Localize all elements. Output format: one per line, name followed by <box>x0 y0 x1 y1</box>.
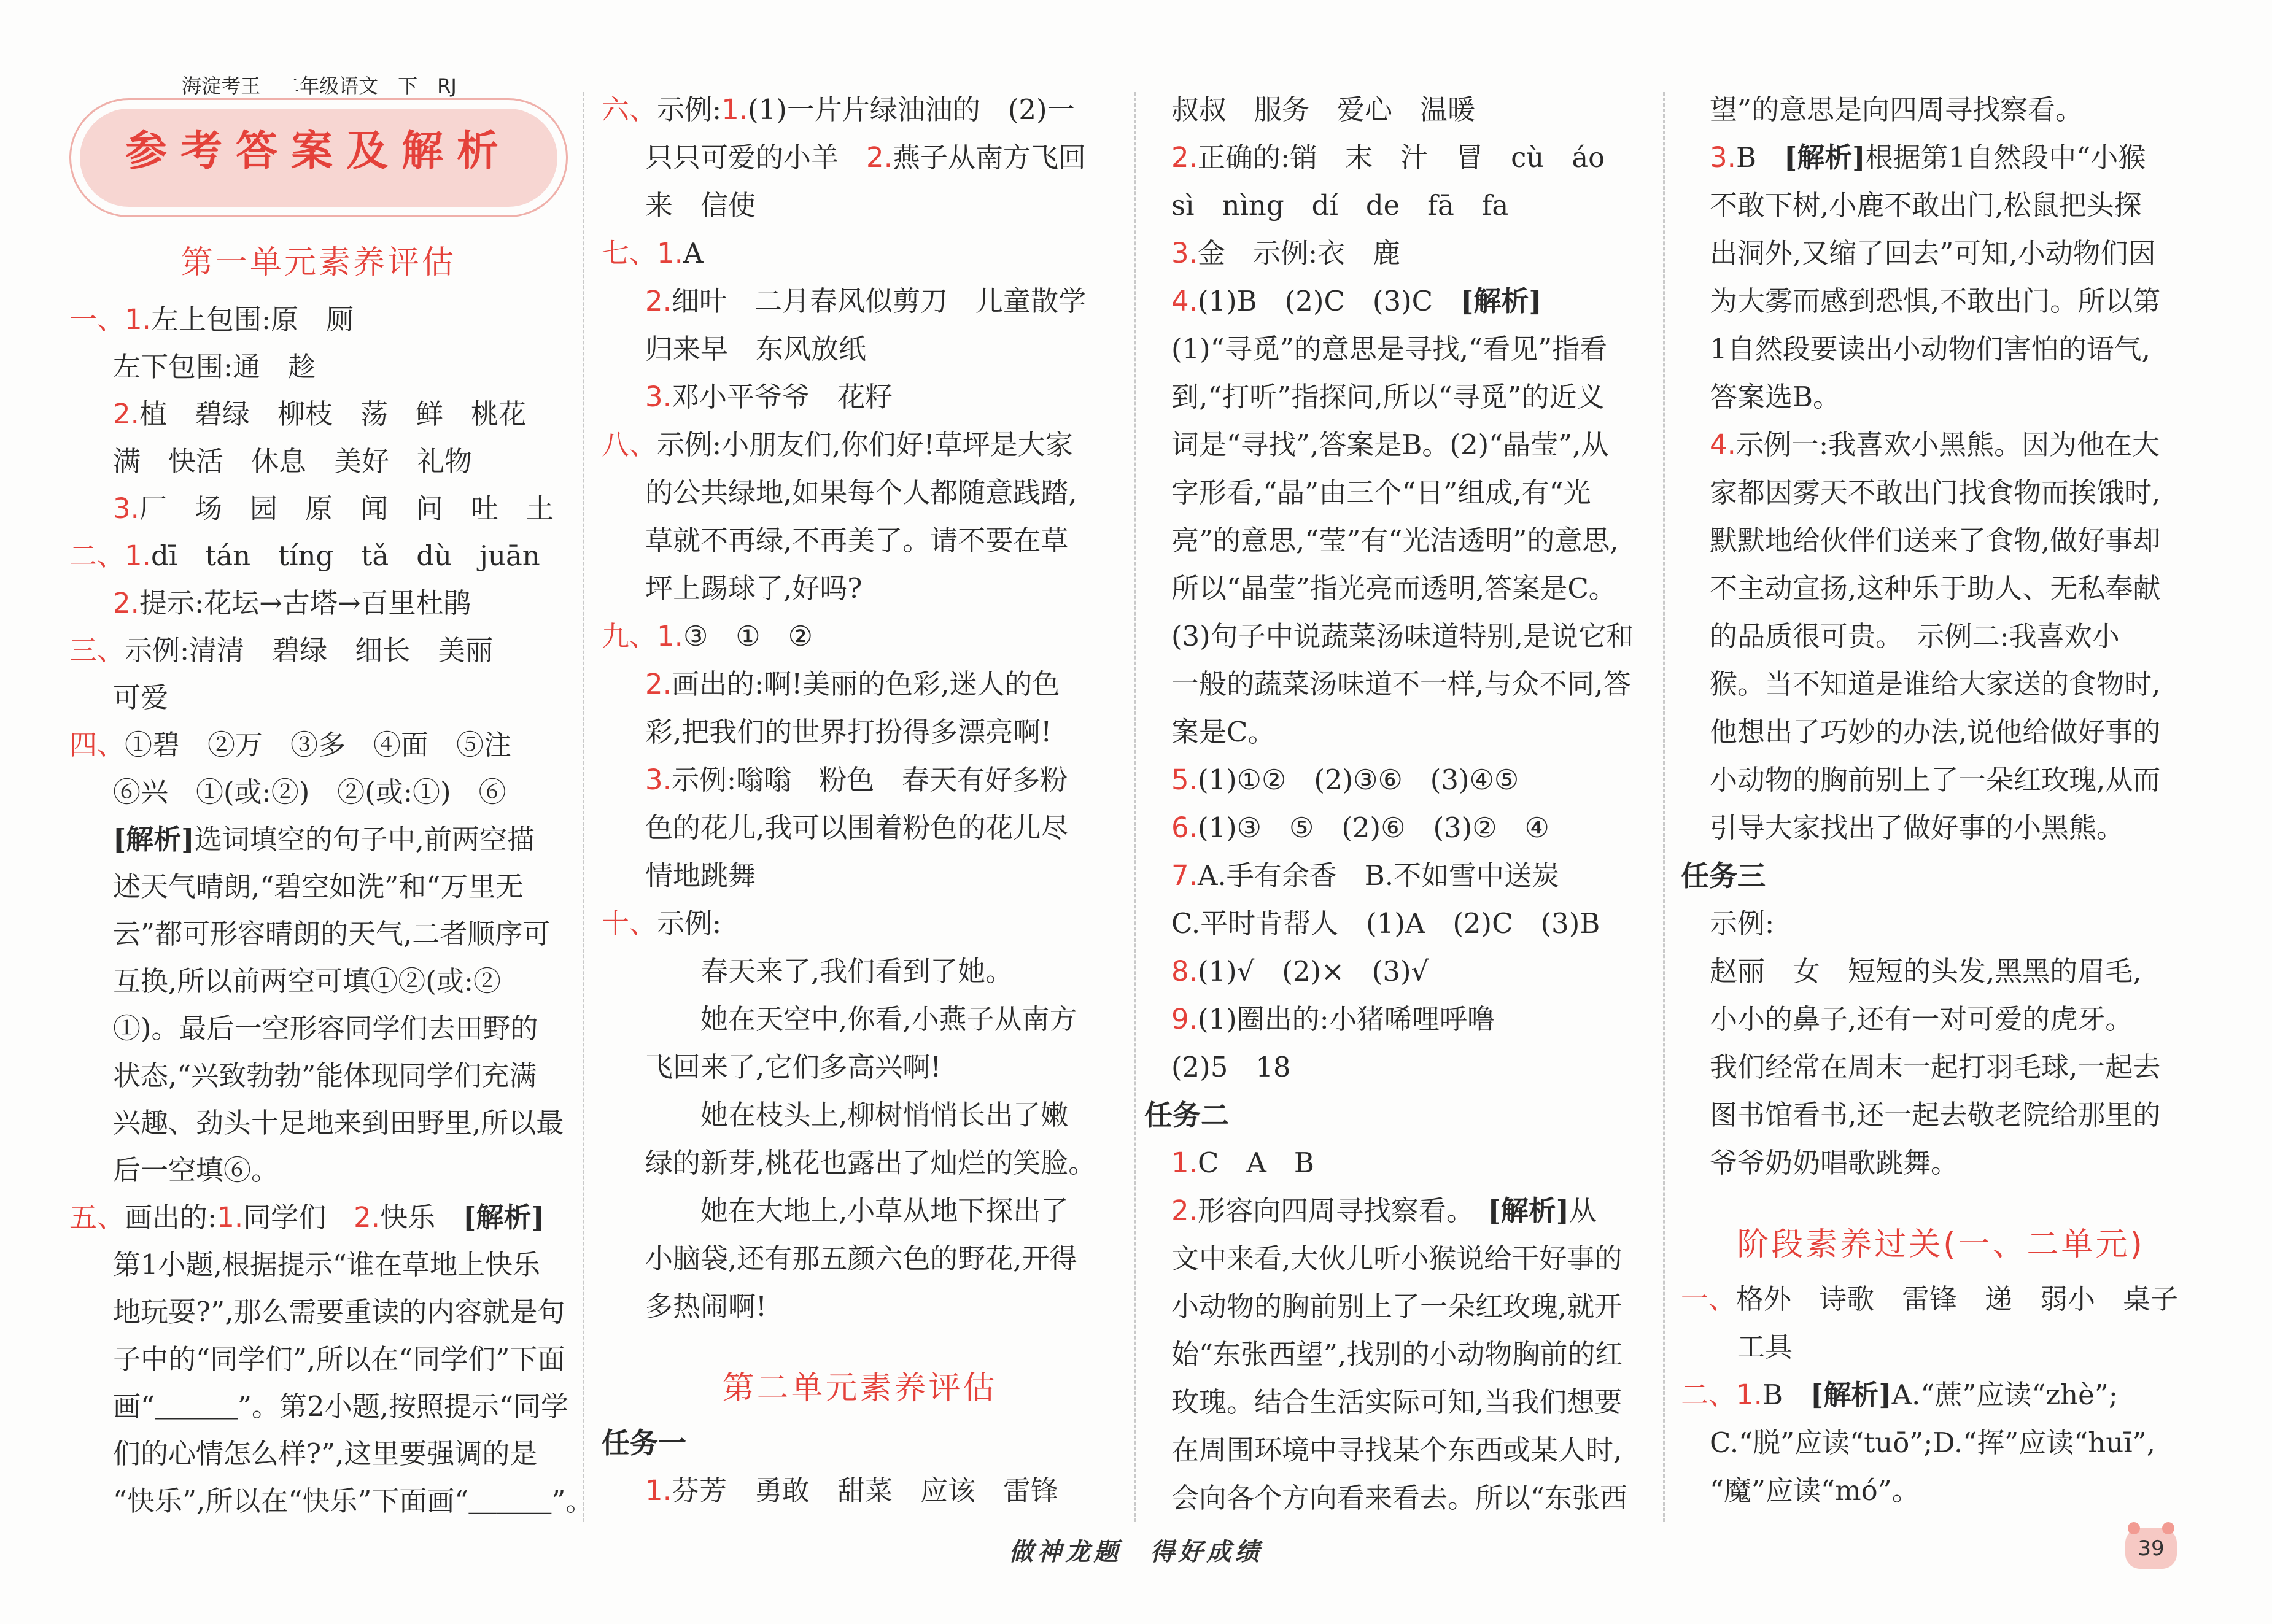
answer-line <box>1710 230 2201 277</box>
answer-text: 会向各个方向看来看去。所以“东张西 <box>1171 1482 1628 1514</box>
answer-text: “快乐”,所以在“快乐”下面画“＿＿＿”。 <box>113 1485 594 1517</box>
item-number: 2. <box>113 587 139 619</box>
answer-line <box>1710 1419 2201 1467</box>
answer-line <box>1710 182 2201 230</box>
analysis-tag: [解析] <box>1460 285 1542 317</box>
answer-line <box>645 1139 1118 1187</box>
answer-line <box>1681 1371 2201 1419</box>
answer-text: 图书馆看书,还一起去敬老院给那里的 <box>1710 1099 2161 1131</box>
answer-text: 云”都可形容晴朗的天气,二者顺序可 <box>113 918 551 950</box>
answer-line <box>602 421 1118 469</box>
item-number: 1. <box>1736 1378 1762 1411</box>
answer-line <box>645 565 1118 613</box>
answer-text: 引导大家找出了做好事的小黑熊。 <box>1710 811 2125 844</box>
item-number: 三、 <box>69 634 125 667</box>
answer-line <box>69 627 622 674</box>
item-number: 一、 <box>69 303 125 336</box>
item-number: 1. <box>217 1201 244 1234</box>
item-number: 3. <box>1710 141 1736 174</box>
item-number: 2. <box>354 1201 381 1234</box>
analysis-tag: [解析] <box>1487 1194 1570 1227</box>
answer-line <box>113 1005 622 1052</box>
item-number: 2. <box>866 141 893 174</box>
answer-line <box>645 469 1118 517</box>
answer-text: 状态,“兴致勃勃”能体现同学们充满 <box>113 1059 537 1092</box>
answer-line <box>1710 421 2201 469</box>
answer-text: 形容向四周寻找察看。 <box>1197 1194 1488 1227</box>
answer-line <box>113 1477 622 1525</box>
answer-text: 他想出了巧妙的办法,说他给做好事的 <box>1710 716 2161 748</box>
answer-text: 猴。当不知道是谁给大家送的食物时, <box>1710 668 2161 700</box>
answer-line <box>113 674 622 721</box>
answer-text: A.手有余香 B.不如雪中送炭 <box>1197 859 1560 892</box>
answer-line <box>1171 1187 1662 1235</box>
item-number: 1. <box>645 1474 672 1507</box>
answer-line <box>69 532 622 579</box>
answer-line <box>1710 1139 2201 1187</box>
answer-text: 始“东张西望”,找别的小动物胸前的红 <box>1171 1338 1623 1371</box>
item-number: 9. <box>1171 1003 1198 1035</box>
answer-line <box>602 230 1118 277</box>
answer-text: 叔叔 服务 爱心 温暖 <box>1171 93 1476 126</box>
answer-text: 根据第1自然段中“小猴 <box>1865 141 2146 174</box>
item-number: 5. <box>1171 764 1198 796</box>
answer-line <box>645 1235 1118 1283</box>
answer-line <box>1710 134 2201 182</box>
answer-text: (1)圈出的:小猪唏哩呼噜 <box>1197 1003 1495 1035</box>
item-number: 二、 <box>1681 1378 1737 1411</box>
answer-text: 画“＿＿＿”。第2小题,按照提示“同学 <box>113 1390 568 1423</box>
answer-line <box>602 86 1118 134</box>
answer-text: 亮”的意思,“莹”有“光洁透明”的意思, <box>1171 524 1619 557</box>
item-number: 五、 <box>69 1201 125 1234</box>
answer-text: (3)句子中说蔬菜汤味道特别,是说它和 <box>1171 620 1634 652</box>
task-heading: 任务一 <box>602 1426 686 1460</box>
answer-text: ⑥兴 ①(或:②) ②(或:①) ⑥ <box>113 776 506 808</box>
answer-line <box>1710 565 2201 613</box>
answer-line <box>113 1383 622 1430</box>
answer-text: 一般的蔬菜汤味道不一样,与众不同,答 <box>1171 668 1631 700</box>
answer-line <box>1171 1378 1662 1426</box>
answer-line <box>645 1187 1118 1235</box>
answer-text: 望”的意思是向四周寻找察看。 <box>1710 93 2084 126</box>
item-number: 2. <box>645 668 672 700</box>
answer-text: 互换,所以前两空可填①②(或:② <box>113 965 502 997</box>
answer-line <box>1171 660 1662 708</box>
answer-text: 燕子从南方飞回 <box>892 141 1086 174</box>
item-number: 4. <box>1710 428 1736 461</box>
item-number: 3. <box>645 764 672 796</box>
page-number: 39 <box>2125 1528 2177 1569</box>
answer-line <box>1171 469 1662 517</box>
answer-line <box>113 816 622 863</box>
answer-text: (1)①② (2)③⑥ (3)④⑤ <box>1197 764 1519 796</box>
answer-text: 小动物的胸前别上了一朵红玫瑰,从而 <box>1710 764 2161 796</box>
answer-text: 文中来看,大伙儿听小猴说给干好事的 <box>1171 1242 1623 1275</box>
answer-line <box>1171 1139 1662 1187</box>
answer-line <box>1171 1426 1662 1474</box>
answer-text: B <box>1762 1378 1811 1411</box>
answer-line <box>1710 660 2201 708</box>
page-title: 参考答案及解析 <box>125 127 512 176</box>
answer-text: 1自然段要读出小动物们害怕的语气, <box>1710 333 2150 365</box>
item-number: 1. <box>125 303 151 336</box>
answer-text: 归来早 东风放纸 <box>645 333 867 365</box>
answer-line <box>645 1043 1118 1091</box>
answer-text: 家都因雾天不敢出门找食物而挨饿时, <box>1710 476 2161 509</box>
analysis-tag: [解析] <box>113 823 195 856</box>
answer-text: 同学们 <box>243 1201 354 1234</box>
answer-line <box>645 852 1118 900</box>
column-divider <box>583 92 584 1522</box>
answer-text: 示例: <box>657 907 722 940</box>
answer-text: 她在大地上,小草从地下探出了 <box>645 1194 1069 1227</box>
answer-line <box>1710 86 2201 134</box>
answer-text: 爷爷奶奶唱歌跳舞。 <box>1710 1146 1959 1179</box>
answer-line <box>1171 613 1662 660</box>
answer-text: 工具 <box>1710 1331 1793 1363</box>
answer-text: 出洞外,又缩了回去”可知,小动物们因 <box>1710 237 2156 269</box>
answer-text: A.“蔗”应读“zhè”; <box>1891 1378 2118 1411</box>
answer-text: 绿的新芽,桃花也露出了灿烂的笑脸。 <box>645 1146 1096 1179</box>
answer-line <box>113 1336 622 1383</box>
answer-text: 格外 诗歌 雷锋 递 弱小 桌子 <box>1736 1283 2179 1315</box>
answer-line <box>1171 1331 1662 1378</box>
answer-line <box>113 390 622 438</box>
column-4 <box>1681 86 2201 1515</box>
answer-line <box>1171 1043 1662 1091</box>
answer-text: 我们经常在周末一起打羽毛球,一起去 <box>1710 1051 2161 1083</box>
answer-line <box>1171 565 1662 613</box>
answer-text: 植 碧绿 柳枝 荡 鲜 桃花 <box>139 398 526 430</box>
answer-line <box>113 910 622 957</box>
answer-line <box>1171 230 1662 277</box>
section-heading: 阶段素养过关(一、二单元) <box>1737 1226 2145 1263</box>
answer-line <box>1710 1043 2201 1091</box>
answer-line <box>645 996 1118 1043</box>
answer-line <box>645 1091 1118 1139</box>
answer-text: 兴趣、劲头十足地来到田野里,所以最 <box>113 1107 564 1139</box>
answer-text: 色的花儿,我可以围着粉色的花儿尽 <box>645 811 1069 844</box>
answer-line <box>645 804 1118 852</box>
answer-text: 只只可爱的小羊 <box>645 141 867 174</box>
answer-text: 来 信使 <box>645 189 756 222</box>
answer-line <box>645 660 1118 708</box>
item-number: 3. <box>645 381 672 413</box>
answer-line <box>1171 325 1662 373</box>
answer-text: 字形看,“晶”由三个“日”组成,有“光 <box>1171 476 1591 509</box>
answer-line <box>1171 1474 1662 1522</box>
answer-text: 后一空填⑥。 <box>113 1154 279 1186</box>
answer-text: 词是“寻找”,答案是B。(2)“晶莹”,从 <box>1171 428 1609 461</box>
item-number: 十、 <box>602 907 657 940</box>
answer-text: 快乐 <box>380 1201 463 1234</box>
answer-text: 子中的“同学们”,所以在“同学们”下面 <box>113 1343 565 1375</box>
answer-text: ①)。最后一空形容同学们去田野的 <box>113 1012 538 1045</box>
answer-line <box>113 768 622 816</box>
answer-text: 的品质很可贵。 示例二:我喜欢小 <box>1710 620 2120 652</box>
answer-line <box>1710 325 2201 373</box>
answer-line <box>645 277 1118 325</box>
answer-line <box>1710 948 2201 996</box>
answer-text: (1)B (2)C (3)C <box>1197 285 1461 317</box>
answer-text: B <box>1735 141 1785 174</box>
answer-text: 细叶 二月春风似剪刀 儿童散学 <box>671 285 1086 317</box>
item-number: 6. <box>1171 811 1198 844</box>
item-number: 1. <box>657 237 683 269</box>
section-heading: 第二单元素养评估 <box>722 1370 998 1407</box>
answer-text: 答案选B。 <box>1710 381 1841 413</box>
answer-line <box>113 343 622 390</box>
answer-text: 坪上踢球了,好吗? <box>645 572 863 605</box>
answer-line <box>1171 708 1662 756</box>
answer-text: 赵丽 女 短短的头发,黑黑的眉毛, <box>1710 955 2142 988</box>
answer-text: 画出的:啊!美丽的色彩,迷人的色 <box>671 668 1060 700</box>
answer-line <box>69 721 622 768</box>
answer-line <box>1710 373 2201 421</box>
answer-line <box>645 182 1118 230</box>
answer-text: 不敢下树,小鹿不敢出门,松鼠把头探 <box>1710 189 2142 222</box>
item-number: 3. <box>1171 237 1198 269</box>
answer-line <box>1710 900 2201 948</box>
column-1 <box>69 296 622 1525</box>
answer-line <box>645 1283 1118 1331</box>
series-text: 海淀考王 二年级语文 下 RJ <box>173 74 465 98</box>
item-number: 2. <box>1171 1194 1198 1227</box>
answer-line <box>113 1241 622 1288</box>
item-number: 8. <box>1171 955 1198 988</box>
book-series-label <box>0 74 638 98</box>
answer-text: 的公共绿地,如果每个人都随意践踏, <box>645 476 1077 509</box>
answer-text: 在周围环境中寻找某个东西或某人时, <box>1171 1434 1623 1466</box>
answer-text: 案是C。 <box>1171 716 1276 748</box>
answer-line <box>1171 373 1662 421</box>
answer-line <box>1171 134 1662 182</box>
answer-line <box>113 1099 622 1146</box>
answer-text: 可爱 <box>113 681 169 714</box>
answer-text: sì nìng dí de fā fa <box>1171 189 1509 222</box>
answer-text: 厂 场 园 原 闻 问 吐 土 <box>139 492 554 525</box>
item-number: 七、 <box>602 237 657 269</box>
answer-text: 示例: <box>1710 907 1775 940</box>
answer-text: 所以“晶莹”指光亮而透明,答案是C。 <box>1171 572 1616 605</box>
answer-text: 第1小题,根据提示“谁在草地上快乐 <box>113 1248 540 1281</box>
item-number: 2. <box>113 398 139 430</box>
answer-text: 情地跳舞 <box>645 859 756 892</box>
item-number: 一、 <box>1681 1283 1737 1315</box>
answer-line <box>113 957 622 1005</box>
analysis-tag: [解析] <box>463 1201 545 1234</box>
answer-text: dī tán tíng tǎ dù juān <box>150 539 540 572</box>
answer-text: 不主动宣扬,这种乐于助人、无私奉献 <box>1710 572 2161 605</box>
answer-line <box>602 900 1118 948</box>
item-number: 4. <box>1171 285 1198 317</box>
answer-line <box>645 948 1118 996</box>
answer-text: C.平时肯帮人 (1)A (2)C (3)B <box>1171 907 1600 940</box>
answer-text: “魔”应读“mó”。 <box>1710 1474 1920 1507</box>
answer-text: C A B <box>1197 1146 1314 1179</box>
item-number: 六、 <box>602 93 657 126</box>
answer-text: 为大雾而感到恐惧,不敢出门。所以第 <box>1710 285 2161 317</box>
answer-line <box>645 756 1118 804</box>
answer-text: 玫瑰。结合生活实际可知,当我们想要 <box>1171 1386 1623 1418</box>
item-number: 九、 <box>602 620 657 652</box>
answer-line <box>645 708 1118 756</box>
answer-line <box>1171 804 1662 852</box>
answer-text: 正确的:销 末 汁 冒 cù áo <box>1197 141 1605 174</box>
answer-text: ③ ① ② <box>683 620 813 652</box>
answer-line <box>1710 804 2201 852</box>
analysis-tag: [解析] <box>1810 1378 1892 1411</box>
answer-line <box>645 1467 1118 1515</box>
answer-line <box>1710 517 2201 565</box>
answer-line <box>1171 1235 1662 1283</box>
answer-text: (1)“寻觅”的意思是寻找,“看见”指看 <box>1171 333 1608 365</box>
answer-line <box>113 438 622 485</box>
answer-line <box>113 579 622 627</box>
item-number: 八、 <box>602 428 657 461</box>
item-number: 2. <box>1171 141 1198 174</box>
answer-text: (1)√ (2)× (3)√ <box>1197 955 1429 988</box>
column-3 <box>1144 86 1662 1522</box>
answer-text: 金 示例:衣 鹿 <box>1197 237 1401 269</box>
answer-text: ①碧 ②万 ③多 ④面 ⑤注 <box>125 729 512 761</box>
answer-line <box>645 373 1118 421</box>
answer-text: 春天来了,我们看到了她。 <box>645 955 1014 988</box>
task-heading: 任务三 <box>1681 859 1766 892</box>
answer-line <box>1710 996 2201 1043</box>
answer-text: 示例:嗡嗡 粉色 春天有好多粉 <box>671 764 1068 796</box>
answer-line <box>1710 1323 2201 1371</box>
answer-line <box>113 1288 622 1336</box>
answer-text: 左上包围:原 厕 <box>150 303 354 336</box>
answer-text: 小动物的胸前别上了一朵红玫瑰,就开 <box>1171 1290 1623 1323</box>
task-heading: 任务二 <box>1144 1099 1229 1132</box>
answer-text: 示例: <box>657 93 722 126</box>
answer-text: 示例:清清 碧绿 细长 美丽 <box>125 634 494 667</box>
answer-text: 芬芳 勇敢 甜菜 应该 雷锋 <box>671 1474 1058 1507</box>
answer-line <box>113 1430 622 1477</box>
column-divider <box>1134 92 1136 1522</box>
answer-line <box>1171 756 1662 804</box>
answer-line <box>1171 86 1662 134</box>
item-number: 二、 <box>69 539 125 572</box>
answer-text: 她在枝头上,柳树悄悄长出了嫩 <box>645 1099 1069 1131</box>
answer-line <box>602 613 1118 660</box>
answer-text: 飞回来了,它们多高兴啊! <box>645 1051 942 1083</box>
answer-text: (2)5 18 <box>1171 1051 1291 1083</box>
analysis-tag: [解析] <box>1784 141 1866 174</box>
answer-text: 满 快活 休息 美好 礼物 <box>113 445 473 478</box>
answer-line <box>1171 996 1662 1043</box>
item-number: 2. <box>645 285 672 317</box>
answer-line <box>1171 182 1662 230</box>
item-number: 7. <box>1171 859 1198 892</box>
answer-line <box>69 1194 622 1241</box>
answer-text: 们的心情怎么样?”,这里要强调的是 <box>113 1437 538 1470</box>
footer-slogan: 做神龙题 得好成绩 <box>1009 1537 1263 1566</box>
answer-text: 默默地给伙伴们送来了食物,做好事却 <box>1710 524 2161 557</box>
answer-text: 草就不再绿,不再美了。请不要在草 <box>645 524 1069 557</box>
item-number: 1. <box>657 620 683 652</box>
answer-line <box>1710 1091 2201 1139</box>
answer-line <box>113 1052 622 1099</box>
answer-text: 示例一:我喜欢小黑熊。因为他在大 <box>1735 428 2160 461</box>
answer-line <box>1171 1283 1662 1331</box>
answer-text: 邓小平爷爷 花籽 <box>671 381 893 413</box>
answer-text: 示例:小朋友们,你们好!草坪是大家 <box>657 428 1073 461</box>
column-2 <box>602 86 1118 1515</box>
section-heading-unit1: 第一单元素养评估 <box>180 244 456 281</box>
item-number: 1. <box>721 93 748 126</box>
column-divider <box>1663 92 1665 1522</box>
answer-text: 从 <box>1569 1194 1597 1227</box>
answer-line <box>1710 756 2201 804</box>
answer-line <box>645 325 1118 373</box>
answer-line <box>1710 708 2201 756</box>
answer-line <box>113 485 622 532</box>
answer-line <box>69 296 622 343</box>
answer-text: (1)③ ⑤ (2)⑥ (3)② ④ <box>1197 811 1549 844</box>
answer-text: C.“脱”应读“tuō”;D.“挥”应读“huī”, <box>1710 1426 2155 1459</box>
answer-text: 多热闹啊! <box>645 1290 767 1323</box>
answer-text: 提示:花坛→古塔→百里杜鹃 <box>139 587 471 619</box>
answer-text: 小小的鼻子,还有一对可爱的虎牙。 <box>1710 1003 2133 1035</box>
item-number: 3. <box>113 492 139 525</box>
answer-line <box>1171 948 1662 996</box>
answer-line <box>645 134 1118 182</box>
answer-line <box>1171 900 1662 948</box>
answer-line <box>1710 277 2201 325</box>
answer-line <box>1171 421 1662 469</box>
answer-text: A <box>683 237 704 269</box>
item-number: 四、 <box>69 729 125 761</box>
item-number: 1. <box>1171 1146 1198 1179</box>
answer-text: 她在天空中,你看,小燕子从南方 <box>645 1003 1077 1035</box>
answer-line <box>1710 469 2201 517</box>
answer-line <box>1171 517 1662 565</box>
answer-line <box>1710 1467 2201 1515</box>
answer-line <box>1681 1275 2201 1323</box>
answer-text: 左下包围:通 趁 <box>113 350 316 383</box>
answer-line <box>113 863 622 910</box>
answer-text: (1)一片片绿油油的 (2)一 <box>748 93 1075 126</box>
answer-text: 彩,把我们的世界打扮得多漂亮啊! <box>645 716 1052 748</box>
answer-text: 选词填空的句子中,前两空描 <box>194 823 535 856</box>
answer-text: 小脑袋,还有那五颜六色的野花,开得 <box>645 1242 1077 1275</box>
item-number: 1. <box>125 539 151 572</box>
answer-line <box>645 517 1118 565</box>
answer-line <box>113 1146 622 1194</box>
answer-text: 到,“打听”指探问,所以“寻觅”的近义 <box>1171 381 1605 413</box>
answer-line <box>1171 277 1662 325</box>
answer-line <box>1171 852 1662 900</box>
answer-text: 地玩耍?”,那么需要重读的内容就是句 <box>113 1296 565 1328</box>
answer-text: 画出的: <box>125 1201 217 1234</box>
answer-line <box>1710 613 2201 660</box>
answer-text: 述天气晴朗,“碧空如洗”和“万里无 <box>113 870 524 903</box>
